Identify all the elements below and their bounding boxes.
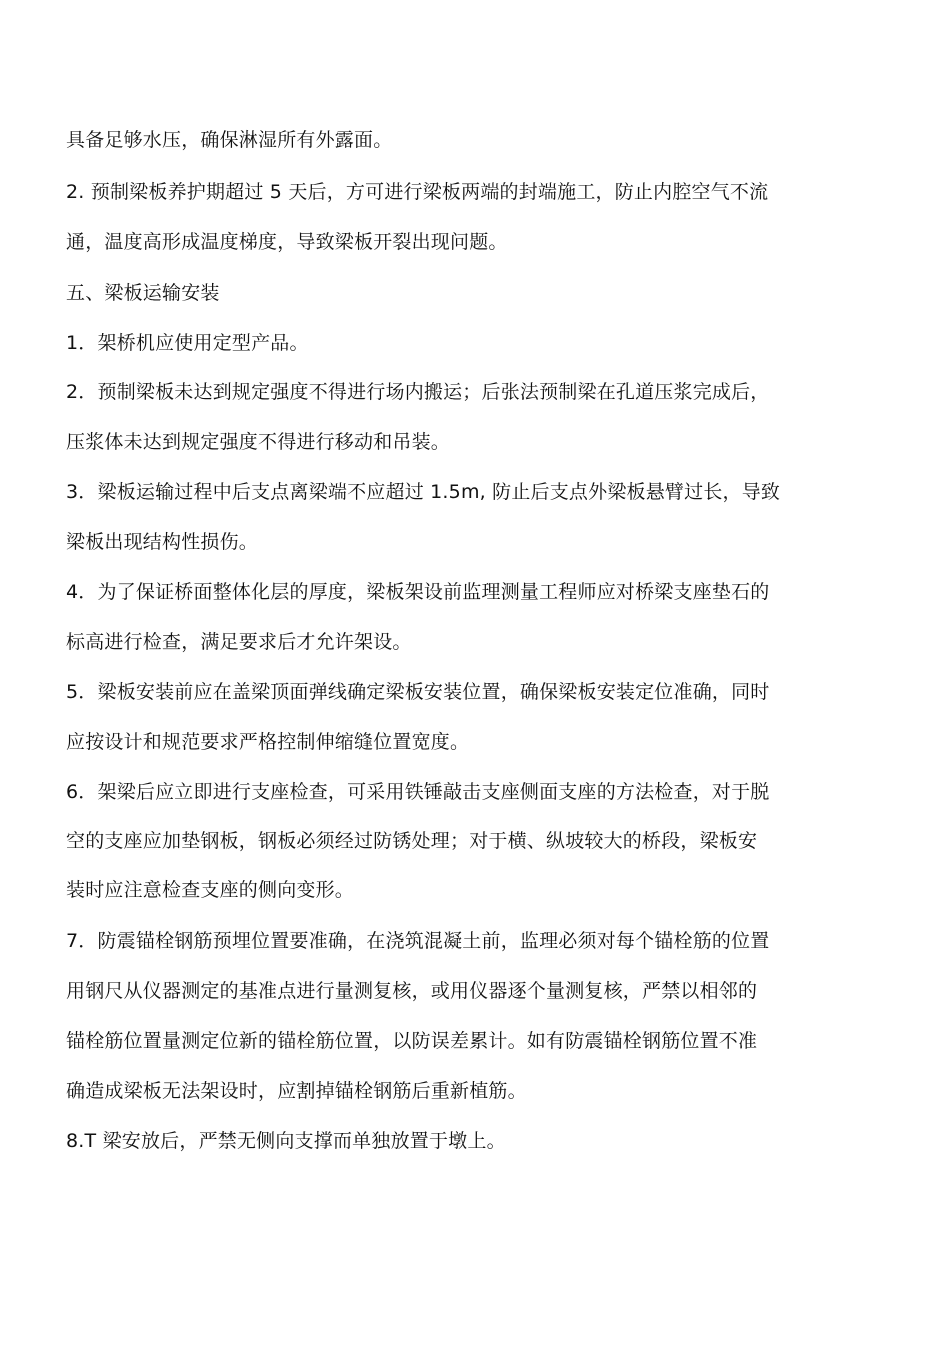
- text-line: 4．为了保证桥面整体化层的厚度，梁板架设前监理测量工程师应对桥梁支座垫石的: [66, 581, 770, 603]
- text-line: 1．架桥机应使用定型产品。: [66, 332, 309, 354]
- text-line: 8.T 梁安放后，严禁无侧向支撑而单独放置于墩上。: [66, 1130, 506, 1152]
- text-line: 标高进行检查，满足要求后才允许架设。: [66, 631, 412, 653]
- text-line: 6．架梁后应立即进行支座检查，可采用铁锤敲击支座侧面支座的方法检查，对于脱: [66, 781, 770, 803]
- text-line: 2. 预制梁板养护期超过 5 天后，方可进行梁板两端的封端施工，防止内腔空气不流: [66, 181, 769, 203]
- text-line: 7．防震锚栓钢筋预埋位置要准确，在浇筑混凝土前，监理必须对每个锚栓筋的位置: [66, 930, 770, 952]
- text-line: 确造成梁板无法架设时，应割掉锚栓钢筋后重新植筋。: [66, 1080, 527, 1102]
- text-line: 用钢尺从仪器测定的基准点进行量测复核，或用仪器逐个量测复核，严禁以相邻的: [66, 980, 758, 1002]
- text-line: 应按设计和规范要求严格控制伸缩缝位置宽度。: [66, 731, 470, 753]
- text-line: 通，温度高形成温度梯度，导致梁板开裂出现问题。: [66, 231, 508, 253]
- text-line: 3．梁板运输过程中后支点离梁端不应超过 1.5m, 防止后支点外梁板悬臂过长，导致: [66, 481, 781, 503]
- text-line: 5．梁板安装前应在盖梁顶面弹线确定梁板安装位置，确保梁板安装定位准确，同时: [66, 681, 770, 703]
- section-heading: 五、梁板运输安装: [66, 282, 220, 304]
- text-line: 压浆体未达到规定强度不得进行移动和吊装。: [66, 431, 451, 453]
- text-line: 2．预制梁板未达到规定强度不得进行场内搬运；后张法预制梁在孔道压浆完成后，: [66, 381, 770, 403]
- text-line: 梁板出现结构性损伤。: [66, 531, 259, 553]
- text-line: 具备足够水压，确保淋湿所有外露面。: [66, 129, 393, 151]
- text-line: 装时应注意检查支座的侧向变形。: [66, 879, 355, 901]
- text-line: 锚栓筋位置量测定位新的锚栓筋位置，以防误差累计。如有防震锚栓钢筋位置不准: [66, 1030, 758, 1052]
- text-line: 空的支座应加垫钢板，钢板必须经过防锈处理；对于横、纵坡较大的桥段，梁板安: [66, 830, 758, 852]
